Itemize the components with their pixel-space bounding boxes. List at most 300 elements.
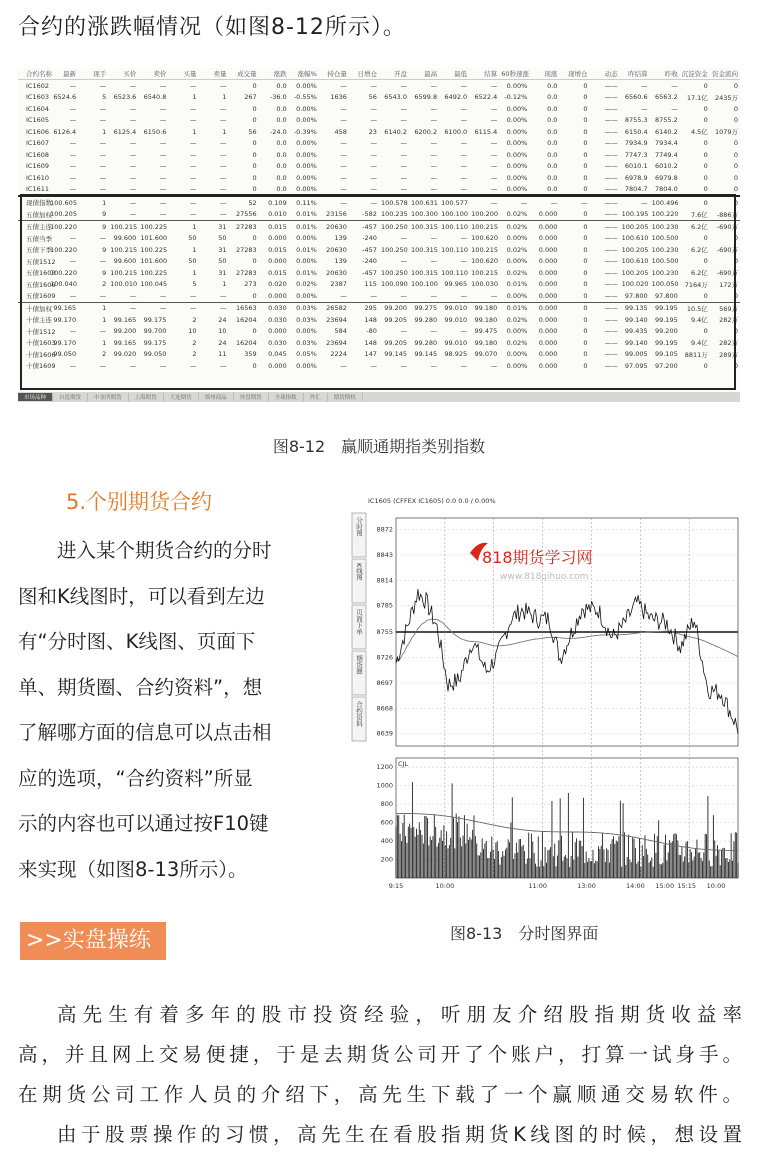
table-cell: 99.435 (624, 327, 648, 336)
table-cell: — (189, 150, 197, 159)
table-cell: 0.0 (547, 139, 558, 148)
col-header[interactable]: 最低 (439, 68, 469, 80)
table-cell: 0 (252, 327, 257, 336)
market-tab-bar[interactable] (18, 392, 740, 402)
table-cell: 0.109 (259, 196, 289, 209)
market-tab[interactable]: 郑州商品 (199, 393, 234, 401)
table-cell: 100.225 (140, 245, 168, 254)
market-tab[interactable]: 中金所期货 (88, 393, 129, 401)
table-cell: 7747.3 (624, 150, 648, 159)
col-header[interactable]: 成交量 (229, 68, 259, 80)
table-cell: -457 (362, 245, 377, 254)
table-cell: 0.000 (268, 361, 287, 370)
table-cell: 27283 (229, 221, 259, 233)
table-cell: 0 (703, 257, 708, 266)
table-cell: 10.5亿 (680, 302, 710, 314)
table-cell: 0.000 (538, 245, 558, 254)
table-cell: —— (604, 93, 618, 102)
table-row[interactable] (18, 302, 740, 314)
table-cell: 99.070 (474, 350, 498, 359)
practice-line: 在期货公司工作人员的介绍下，高先生下载了一个赢顺通交易软件。 (18, 1083, 742, 1106)
table-cell: 359 (244, 350, 257, 359)
table-cell: 0.000 (538, 338, 558, 347)
col-header[interactable]: 60秒速涨 (501, 70, 530, 78)
table-cell: —— (604, 257, 618, 266)
table-cell: 0 (733, 81, 738, 90)
table-cell: 0.000 (538, 350, 558, 359)
table-cell: 99.170 (53, 338, 77, 347)
table-cell: — (400, 162, 408, 171)
table-cell: 99.200 (654, 327, 678, 336)
table-cell: 9.4亿 (690, 339, 708, 348)
col-header[interactable]: 资金流向 (710, 68, 740, 80)
table-cell: — (400, 257, 408, 266)
col-header[interactable]: 最高 (409, 68, 439, 80)
table-row[interactable] (18, 244, 740, 256)
col-header[interactable]: 涨幅% (289, 68, 319, 80)
table-row[interactable] (18, 349, 740, 361)
table-cell: 100.500 (651, 257, 679, 266)
table-cell: — (370, 361, 377, 370)
col-header[interactable]: 最新 (48, 68, 78, 80)
table-cell: 97.800 (654, 291, 678, 300)
table-cell: — (490, 361, 498, 370)
table-cell: 0.00% (506, 127, 528, 136)
table-cell: 8811万 (684, 350, 708, 359)
price-tick-label: 8843 (376, 550, 393, 559)
table-cell: — (499, 196, 529, 209)
table-cell: 100.496 (650, 196, 680, 209)
table-cell: 0.0 (276, 139, 287, 148)
col-header[interactable]: 现手 (78, 68, 108, 80)
table-cell: 99.170 (53, 315, 77, 324)
table-cell: — (159, 139, 167, 148)
table-cell: — (400, 185, 408, 194)
table-cell: —— (604, 210, 618, 219)
table-row[interactable] (18, 92, 740, 104)
table-cell: -690万 (710, 221, 740, 233)
table-cell: 99.195 (650, 302, 680, 314)
table-cell: 0 (703, 185, 708, 194)
table-cell: — (159, 210, 167, 219)
table-cell: — (430, 291, 438, 300)
table-cell: — (220, 81, 227, 90)
table-cell: 100.578 (379, 196, 409, 209)
table-cell: 9 (102, 268, 107, 277)
col-header[interactable]: 日增仓 (349, 68, 379, 80)
table-cell: 148 (364, 315, 377, 324)
table-cell: — (400, 291, 408, 300)
table-cell: 31 (198, 221, 228, 233)
table-cell: 100.045 (140, 280, 168, 289)
table-row[interactable] (18, 149, 740, 161)
table-cell: 6125.4 (113, 127, 137, 136)
table-row[interactable] (18, 267, 740, 279)
table-cell: 0.015 (259, 221, 289, 233)
section-line: 图和K线图时，可以看到左边 (18, 584, 265, 608)
table-row[interactable] (18, 314, 740, 326)
table-cell: 267 (244, 93, 257, 102)
table-cell: 56 (248, 127, 257, 136)
table-cell: — (189, 81, 197, 90)
table-cell: 0 (559, 221, 589, 233)
table-row[interactable] (18, 279, 740, 291)
col-header[interactable]: 卖价 (138, 68, 168, 80)
table-row[interactable] (18, 103, 740, 115)
table-cell: —— (604, 291, 618, 300)
market-tab[interactable]: 上海期货 (129, 393, 164, 401)
table-cell: 0.0 (547, 104, 558, 113)
table-row[interactable] (18, 326, 740, 338)
col-header[interactable]: 动态 (589, 68, 619, 80)
time-tick-label: 15:00 (655, 882, 675, 890)
table-cell: 0.00% (296, 185, 317, 194)
table-cell: 0.00% (296, 116, 317, 125)
practice-line: 高，并且网上交易便捷，于是去期货公司开了个账户，打算一试身手。 (18, 1043, 742, 1066)
contract-name-cell: 十债主连 (26, 316, 52, 325)
table-row[interactable] (18, 172, 740, 184)
table-cell: 2387 (330, 280, 347, 289)
table-cell: — (430, 139, 438, 148)
table-cell: 27556 (235, 210, 257, 219)
table-cell: 0 (733, 162, 738, 171)
table-cell: 99.180 (474, 315, 498, 324)
price-tick-label: 8872 (376, 525, 393, 534)
table-cell: 0 (583, 185, 588, 194)
section-line: 了解哪方面的信息可以点击相 (18, 721, 272, 744)
table-cell: 0.0 (276, 162, 287, 171)
quote-table (18, 68, 740, 372)
table-cell: 0.00% (296, 104, 317, 113)
table-cell: — (220, 210, 227, 219)
table-cell: 139 (334, 234, 347, 243)
market-tab[interactable]: 自选期货 (53, 393, 88, 401)
contract-name-cell: 十债1603 (26, 339, 56, 348)
contract-name-cell: 五债1512 (26, 257, 56, 266)
table-cell: —— (604, 150, 618, 159)
table-row[interactable] (18, 360, 740, 372)
table-row[interactable] (18, 209, 740, 221)
table-cell: — (159, 185, 167, 194)
volume-tick-label: 600 (380, 818, 393, 827)
col-header[interactable]: 昨收 (650, 68, 680, 80)
table-cell: — (460, 162, 468, 171)
table-cell: 99.175 (143, 338, 167, 347)
col-header[interactable]: 持仓量 (319, 68, 349, 80)
market-tab[interactable]: 大连期货 (164, 393, 199, 401)
table-cell: 100.205 (620, 221, 650, 233)
table-cell: 100.215 (471, 245, 499, 254)
contract-name-cell: IC1603 (26, 93, 49, 102)
section-line: 有“分时图、K线图、页面下 (18, 630, 256, 653)
table-cell: — (490, 139, 498, 148)
table-cell: 99.195 (654, 315, 678, 324)
col-header[interactable]: 涨跌 (259, 68, 289, 80)
col-header[interactable]: 买价 (108, 68, 138, 80)
table-row[interactable] (18, 115, 740, 127)
table-cell: — (99, 257, 107, 266)
table-cell: — (129, 104, 137, 113)
market-tab[interactable]: 期货期权 (328, 393, 363, 401)
table-cell: — (159, 162, 167, 171)
table-row[interactable] (18, 184, 740, 197)
table-cell: 0.02% (499, 221, 529, 233)
contract-name-cell: 五债1606 (26, 280, 56, 289)
table-cell: 0 (703, 116, 708, 125)
time-tick-label: 13:00 (577, 882, 596, 890)
table-cell: 100.205 (621, 245, 649, 254)
table-cell: 0 (252, 291, 257, 300)
table-row[interactable] (18, 221, 740, 233)
table-cell: 97.800 (624, 291, 648, 300)
table-cell: —— (604, 350, 618, 359)
table-cell: — (198, 196, 228, 209)
table-cell: — (400, 361, 408, 370)
watermark-title: 818期货学习网 (482, 548, 593, 567)
table-cell: — (99, 361, 107, 370)
intro-text: 合约的涨跌幅情况（如图8-12所示）。 (18, 15, 406, 40)
table-cell: — (69, 116, 77, 125)
market-tab[interactable]: 外盘期货 (234, 393, 269, 401)
contract-name-cell: IC1606 (26, 127, 49, 136)
contract-name-cell: 五债1603 (26, 269, 56, 278)
table-cell: 0.03% (289, 302, 319, 314)
table-cell: 10 (218, 327, 227, 336)
price-tick-label: 8814 (376, 576, 393, 585)
table-cell: — (129, 150, 137, 159)
table-cell: — (641, 81, 648, 90)
table-cell: 31 (218, 245, 227, 254)
table-cell: 100.020 (621, 280, 649, 289)
table-row[interactable] (18, 126, 740, 138)
table-cell: 1079万 (714, 128, 738, 137)
table-cell: 0.0 (547, 127, 558, 136)
table-cell: — (340, 185, 347, 194)
table-cell: 0 (583, 350, 588, 359)
table-cell: — (108, 302, 138, 314)
table-row[interactable] (18, 337, 740, 349)
side-tab-label: 页面下单 (355, 609, 363, 635)
table-cell: — (430, 173, 438, 182)
table-cell: 52 (229, 196, 259, 209)
contract-name-cell: 五债1609 (26, 292, 56, 301)
col-header[interactable]: 现增仓 (559, 68, 589, 80)
table-cell: 0 (583, 150, 588, 159)
table-cell: 100.040 (50, 280, 77, 289)
table-cell: 23694 (326, 315, 347, 324)
table-cell: 0 (733, 150, 738, 159)
col-header[interactable]: 沉淀资金 (680, 68, 710, 80)
contract-name-cell: IC1605 (26, 116, 49, 125)
table-cell: — (400, 234, 408, 243)
table-cell: 0 (252, 139, 257, 148)
table-cell: — (430, 234, 438, 243)
table-cell: — (490, 150, 498, 159)
table-cell: 20630 (319, 221, 349, 233)
table-cell: 100.205 (621, 268, 649, 277)
col-header[interactable]: 昨结算 (620, 68, 650, 80)
col-header[interactable]: 卖量 (198, 68, 228, 80)
table-cell: 100.090 (380, 280, 408, 289)
table-cell: — (370, 150, 377, 159)
table-cell: — (69, 257, 77, 266)
contract-name-cell: IC1604 (26, 104, 49, 113)
figure-8-12-caption: 图8-12 赢顺通期指类别指数 (272, 437, 486, 456)
table-cell: —— (604, 127, 618, 136)
table-row[interactable] (18, 290, 740, 302)
price-tick-label: 8785 (376, 601, 393, 610)
table-cell: 100.230 (651, 245, 679, 254)
table-cell: — (430, 257, 438, 266)
contract-name-cell: IC1608 (26, 150, 49, 159)
table-cell: 0.010 (268, 210, 287, 219)
table-cell: 0 (252, 81, 257, 90)
market-tab[interactable]: 外汇 (304, 393, 328, 401)
col-header[interactable]: 结算 (469, 68, 499, 80)
table-cell: — (108, 196, 138, 209)
table-cell: 273 (244, 280, 257, 289)
col-header[interactable]: 开盘 (379, 68, 409, 80)
table-cell: 100.195 (621, 210, 649, 219)
watermark-url: www.818qihuo.com (500, 572, 589, 582)
table-cell: 99.050 (53, 350, 77, 359)
table-cell: 0.0 (547, 173, 558, 182)
table-cell: — (189, 139, 197, 148)
table-cell: 0 (733, 291, 738, 300)
table-cell: — (69, 104, 77, 113)
table-cell: — (129, 162, 137, 171)
table-cell: 0 (710, 196, 740, 209)
table-cell: 0 (583, 361, 588, 370)
table-cell: 0 (583, 81, 588, 90)
table-cell: 99.145 (384, 350, 408, 359)
time-tick-label: 10:00 (435, 882, 455, 890)
table-cell: — (370, 116, 377, 125)
table-cell: — (189, 104, 197, 113)
time-tick-label: 10:00 (706, 882, 726, 890)
table-row[interactable] (18, 196, 740, 209)
table-cell: 6140.2 (654, 127, 678, 136)
table-cell: 99.180 (474, 338, 498, 347)
table-row[interactable] (18, 161, 740, 173)
time-tick-label: 15:15 (677, 882, 697, 890)
table-cell: 99.135 (620, 302, 650, 314)
table-cell: 0.00% (296, 139, 317, 148)
table-cell: 0.020 (268, 280, 287, 289)
table-cell: 0.01% (296, 245, 317, 254)
market-tab[interactable]: 全球指数 (269, 393, 304, 401)
table-cell: 7804.7 (624, 185, 648, 194)
table-cell: — (460, 139, 468, 148)
col-header[interactable]: 现涨 (529, 68, 559, 80)
table-cell: 1 (192, 127, 197, 136)
intraday-chart-svg (350, 493, 742, 903)
table-row[interactable] (18, 80, 740, 92)
table-cell: 0.000 (538, 234, 558, 243)
table-cell: — (460, 257, 468, 266)
table-cell: 0 (252, 173, 257, 182)
section-line: 示的内容也可以通过按F10键 (18, 812, 269, 835)
table-cell: 2 (192, 350, 197, 359)
table-cell: — (400, 139, 408, 148)
table-cell: 16204 (235, 338, 257, 347)
table-cell: 99.010 (444, 315, 468, 324)
table-cell: — (189, 361, 197, 370)
table-cell: 100.315 (411, 245, 438, 254)
table-cell: —— (589, 196, 619, 209)
market-tab[interactable]: 市场品种 (18, 393, 53, 401)
table-cell: 6126.4 (53, 127, 77, 136)
table-cell: 0.000 (538, 280, 558, 289)
table-cell: 6560.6 (624, 93, 648, 102)
table-cell: —— (604, 185, 618, 194)
table-cell: 9 (78, 221, 108, 233)
table-row[interactable] (18, 256, 740, 268)
price-tick-label: 8639 (376, 729, 393, 738)
table-cell: 100.235 (380, 210, 408, 219)
table-cell: — (620, 196, 650, 209)
table-cell: 0 (583, 116, 588, 125)
table-cell: 0.00% (296, 234, 317, 243)
table-cell: 0.045 (268, 350, 287, 359)
table-cell: 6523.6 (113, 93, 137, 102)
table-cell: 2 (102, 280, 107, 289)
table-cell: 0 (703, 139, 708, 148)
table-cell: — (469, 196, 499, 209)
table-cell: — (490, 291, 498, 300)
col-header[interactable]: 买量 (168, 68, 198, 80)
table-cell: -457 (362, 268, 377, 277)
table-cell: 0 (703, 173, 708, 182)
table-cell: — (220, 185, 227, 194)
contract-name-cell: 五债当季 (26, 234, 52, 243)
table-cell: 17.1亿 (686, 93, 708, 102)
table-cell: 458 (334, 127, 347, 136)
table-cell: 6115.4 (474, 127, 498, 136)
contract-name-cell: 五债加权 (26, 210, 52, 219)
table-cell: — (99, 291, 107, 300)
table-cell: — (159, 291, 167, 300)
table-cell: —— (604, 162, 618, 171)
table-cell: — (69, 150, 77, 159)
table-cell: 0.03% (296, 338, 317, 347)
table-cell: 4.5亿 (690, 128, 708, 137)
table-cell: 0.000 (538, 327, 558, 336)
table-cell: 9.4亿 (690, 316, 708, 325)
table-cell: — (460, 361, 468, 370)
table-cell: 99.475 (474, 327, 498, 336)
table-cell: 5 (192, 280, 197, 289)
table-cell: 6540.8 (143, 93, 167, 102)
table-cell: 1 (102, 338, 107, 347)
table-cell: 100.300 (411, 210, 438, 219)
section-title: 5.个别期货合约 (66, 490, 213, 514)
table-cell: 0.00% (506, 327, 528, 336)
table-row[interactable] (18, 138, 740, 150)
volume-tick-label: 400 (380, 837, 393, 846)
table-cell: — (69, 361, 77, 370)
table-row[interactable] (18, 233, 740, 245)
table-cell: 0 (583, 327, 588, 336)
table-cell: 100.215 (108, 221, 138, 233)
table-cell: 0.02% (506, 245, 528, 254)
table-cell: — (490, 81, 498, 90)
col-header[interactable]: 合约名称 (18, 68, 48, 80)
table-cell: 99.165 (48, 302, 78, 314)
table-cell: —— (604, 81, 618, 90)
table-cell: 99.050 (143, 350, 167, 359)
table-cell: -457 (349, 221, 379, 233)
